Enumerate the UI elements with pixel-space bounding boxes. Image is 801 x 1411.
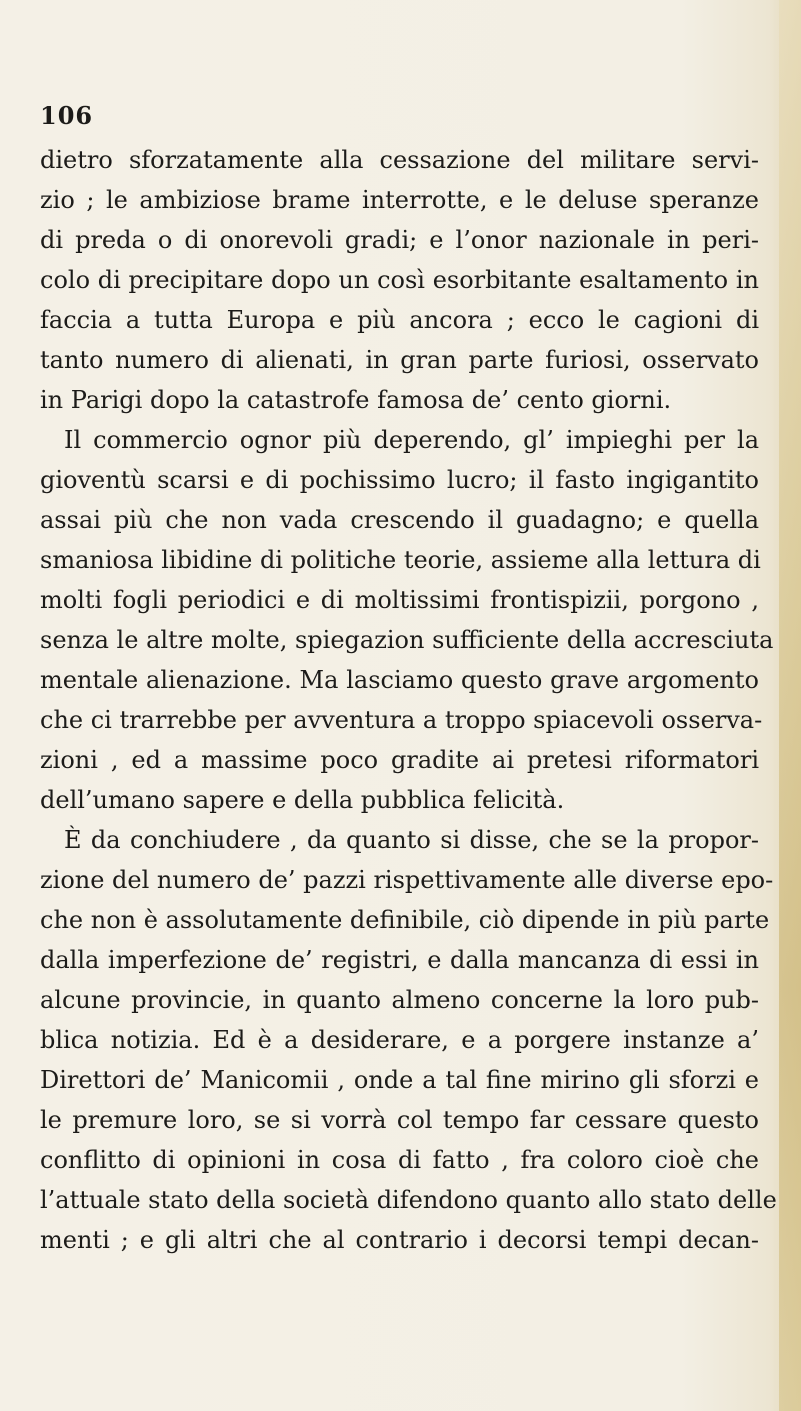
body-text	[40, 140, 777, 1260]
text-line: che non è assolutamente definibile, ciò dipende in più parte	[40, 906, 770, 934]
text-line: molti fogli periodici e di moltissimi frontispizii, porgono ,	[40, 586, 759, 614]
text-line: alcune provincie, in quanto almeno concerne la loro pub-	[40, 986, 759, 1014]
text-line: di preda o di onorevoli gradi; e l’onor nazionale in peri-	[40, 226, 759, 254]
text-line: conflitto di opinioni in cosa di fatto , fra coloro cioè che	[40, 1146, 759, 1174]
text-line: smaniosa libidine di politiche teorie, assieme alla lettura di	[40, 546, 761, 574]
text-line: le premure loro, se si vorrà col tempo far cessare questo	[40, 1106, 759, 1134]
text-line: l’attuale stato della società difendono quanto allo stato delle	[40, 1186, 777, 1214]
text-line: menti ; e gli altri che al contrario i decorsi tempi decan-	[40, 1226, 759, 1254]
text-line: zioni , ed a massime poco gradite ai pretesi riformatori	[40, 746, 759, 774]
text-line: zio ; le ambiziose brame interrotte, e le deluse speranze	[40, 186, 759, 214]
text-line: mentale alienazione. Ma lasciamo questo grave argomento	[40, 666, 759, 694]
page-edge-stain	[779, 0, 801, 1411]
page-number: 106	[40, 101, 94, 130]
text-line: assai più che non vada crescendo il guadagno; e quella	[40, 506, 759, 534]
text-line: blica notizia. Ed è a desiderare, e a porgere instanze a’	[40, 1026, 759, 1054]
text-line: dalla imperfezione de’ registri, e dalla mancanza di essi in	[40, 946, 759, 974]
text-line: tanto numero di alienati, in gran parte furiosi, osservato	[40, 346, 759, 374]
text-line: Il commercio ognor più deperendo, gl’ impieghi per la	[64, 426, 759, 454]
text-line: È da conchiudere , da quanto si disse, che se la propor-	[64, 826, 759, 854]
text-line: che ci trarrebbe per avventura a troppo spiacevoli osserva-	[40, 706, 763, 734]
text-line: Direttori de’ Manicomii , onde a tal fine mirino gli sforzi e	[40, 1066, 759, 1094]
text-line: in Parigi dopo la catastrofe famosa de’ cento giorni.	[40, 386, 672, 414]
text-line: colo di precipitare dopo un così esorbitante esaltamento in	[40, 266, 759, 294]
text-line: zione del numero de’ pazzi rispettivamente alle diverse epo-	[40, 866, 774, 894]
text-line: senza le altre molte, spiegazion sufficiente della accresciuta	[40, 626, 774, 654]
text-line: dell’umano sapere e della pubblica felicità.	[40, 786, 565, 814]
text-line: faccia a tutta Europa e più ancora ; ecco le cagioni di	[40, 306, 759, 334]
text-line: dietro sforzatamente alla cessazione del militare servi-	[40, 146, 759, 174]
text-line: gioventù scarsi e di pochissimo lucro; il fasto ingigantito	[40, 466, 759, 494]
